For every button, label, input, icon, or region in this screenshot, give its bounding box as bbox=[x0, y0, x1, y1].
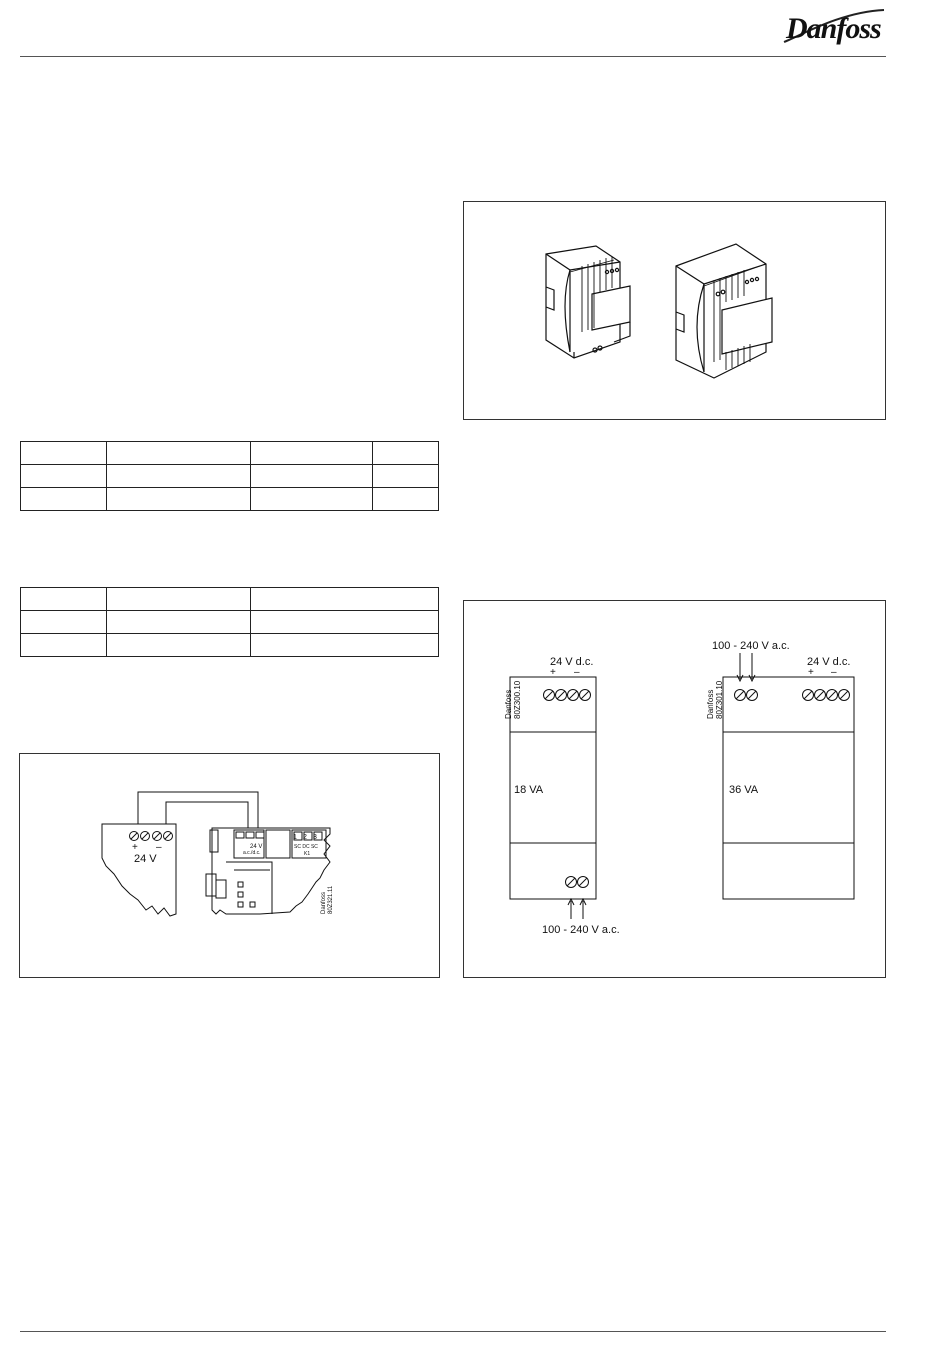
danfoss-logo-mark bbox=[780, 6, 888, 46]
unit-36va-output-plus: + bbox=[808, 667, 814, 678]
controller-block bbox=[206, 828, 330, 914]
brand-text: Danfoss bbox=[786, 12, 881, 45]
unit-36va-output-minus: – bbox=[831, 667, 837, 678]
psu-voltage-label: 24 V bbox=[134, 853, 157, 865]
table-row bbox=[21, 588, 439, 611]
wiring-diagram-box bbox=[19, 753, 440, 978]
power-supply-units-illustration bbox=[464, 202, 885, 419]
unit-36va-code-brand: Danfoss bbox=[706, 689, 715, 719]
footer-rule bbox=[20, 1331, 886, 1332]
unit-18va-code-brand: Danfoss bbox=[504, 689, 513, 719]
wiring-code-brand: Danfoss bbox=[321, 891, 327, 914]
wiring-code-number: 80Z321.11 bbox=[328, 885, 334, 914]
psu-minus-label: – bbox=[156, 842, 162, 853]
wire-minus bbox=[166, 802, 248, 830]
psu-plus-label: + bbox=[132, 842, 138, 853]
unit-18va-output-terminals bbox=[544, 690, 591, 701]
psu-block bbox=[102, 824, 176, 916]
ctrl-relay-label: K1 bbox=[304, 851, 311, 857]
unit-36va-code-number: 80Z301.10 bbox=[715, 680, 724, 719]
ctrl-supply-label: 24 V bbox=[250, 844, 263, 850]
unit-18va-input-voltage: 100 - 240 V a.c. bbox=[542, 924, 620, 936]
ctrl-terminal-3: 3 bbox=[313, 834, 317, 841]
header-rule bbox=[20, 56, 886, 57]
unit-18va-code-number: 80Z300.10 bbox=[513, 680, 522, 719]
spec-table-2 bbox=[20, 587, 439, 657]
unit-18va-output-minus: – bbox=[574, 667, 580, 678]
table-row bbox=[21, 611, 439, 634]
table-row bbox=[21, 488, 439, 511]
unit-36va-output-voltage: 24 V d.c. bbox=[807, 656, 851, 668]
unit-36va-input-voltage: 100 - 240 V a.c. bbox=[712, 640, 790, 652]
table-row bbox=[21, 465, 439, 488]
product-illustration-box bbox=[463, 201, 886, 420]
dimension-drawing-box bbox=[463, 600, 886, 978]
danfoss-logo bbox=[780, 6, 888, 46]
dimension-drawing bbox=[464, 601, 885, 977]
ctrl-sub-labels: SC DC SC bbox=[294, 844, 318, 850]
wiring-diagram bbox=[20, 754, 439, 977]
ctrl-terminal-1: 1 bbox=[293, 834, 297, 841]
table-row bbox=[21, 634, 439, 657]
spec-table-1 bbox=[20, 441, 439, 511]
unit-18va-output-voltage: 24 V d.c. bbox=[550, 656, 594, 668]
unit-36va-rating: 36 VA bbox=[729, 784, 759, 796]
large-psu-drawing bbox=[676, 244, 772, 378]
small-psu-drawing bbox=[546, 246, 630, 358]
unit-36va-output-terminals bbox=[803, 690, 850, 701]
unit-18va-rating: 18 VA bbox=[514, 784, 544, 796]
unit-18va-output-plus: + bbox=[550, 667, 556, 678]
table-row bbox=[21, 442, 439, 465]
ctrl-supply-sub: a.c./d.c. bbox=[243, 850, 261, 856]
ctrl-terminal-2: 2 bbox=[303, 834, 307, 841]
unit-18va-input-terminals bbox=[566, 877, 589, 920]
